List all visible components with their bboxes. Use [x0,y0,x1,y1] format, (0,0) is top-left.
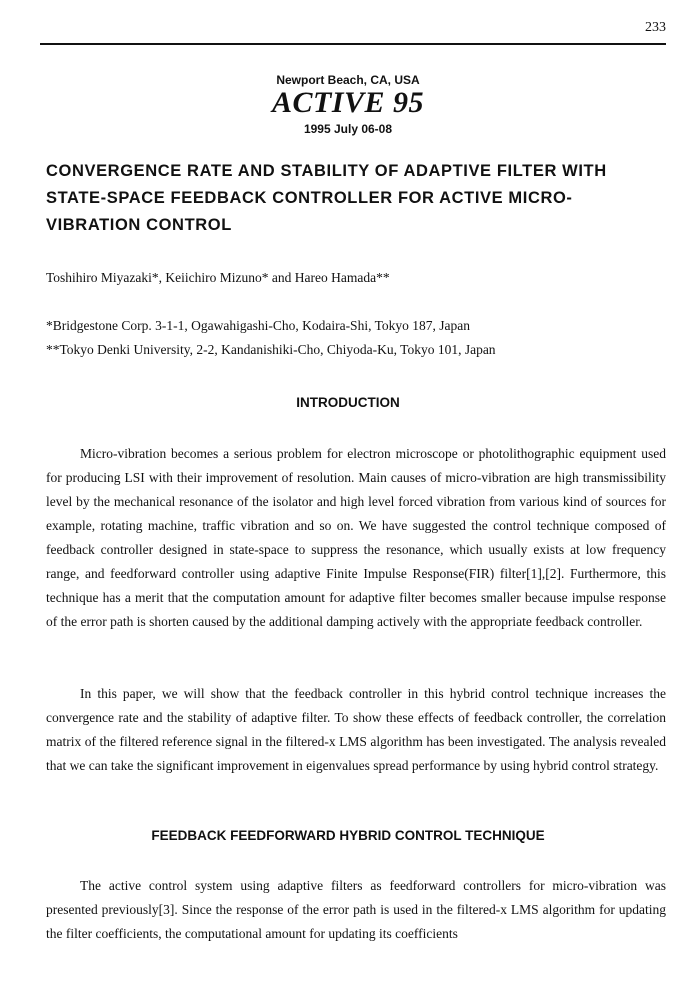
section-heading-hybrid-control: FEEDBACK FEEDFORWARD HYBRID CONTROL TECHNIQUE [151,828,545,843]
paper-title: CONVERGENCE RATE AND STABILITY OF ADAPTIVE FILTER WITH STATE-SPACE FEEDBACK CONTROLLER FOR ACTIVE MICRO-VIBRATION CONTROL [46,162,607,234]
page-number: 233 [645,20,666,35]
section-heading-introduction: INTRODUCTION [296,395,400,410]
introduction-paragraph-1: Micro-vibration becomes a serious problem for electron microscope or photolithographic equipment used for producing LSI with their improvement of resolution. Main causes of micro-vibration are high transmissibility level by the mechanical resonance of the isolator and high level forced vibration from various kind of sources for example, rotating machine, traffic vibration and so on. We have suggested the control technique composed of feedback controller designed in state-space to suppress the resonance, which usually exists at low frequency range, and feedforward controller using adaptive Finite Impulse Response(FIR) filter[1],[2]. Furthermore, this technique has a merit that the computation amount for adaptive filter becomes smaller because impulse response of the error path is shorten caused by the additional damping actively with the appropriate feedback controller. [46,446,666,629]
conference-dates: 1995 July 06-08 [303,122,393,136]
introduction-paragraph-2: In this paper, we will show that the feedback controller in this hybrid control technique increases the convergence rate and the stability of adaptive filter. To show these effects of feedback controller, the correlation matrix of the filtered reference signal in the filtered-x LMS algorithm has been investigated. The analysis revealed that we can take the significant improvement in eigenvalues spread performance by using hybrid control strategy. [46,686,666,773]
conference-name: ACTIVE 95 [271,86,425,119]
author-list: Toshihiro Miyazaki*, Keiichiro Mizuno* and Hareo Hamada** [46,270,390,285]
conference-location: Newport Beach, CA, USA [276,73,420,87]
affiliation-tokyo-denki: **Tokyo Denki University, 2-2, Kandanishiki-Cho, Chiyoda-Ku, Tokyo 101, Japan [46,342,496,357]
hybrid-control-paragraph-1: The active control system using adaptive filters as feedforward controllers for micro-vibration was presented previously[3]. Since the response of the error path is used in the filtered-x LMS algorithm for updating the filter coefficients, the computational amount for updating its coefficients [46,878,666,941]
affiliation-bridgestone: *Bridgestone Corp. 3-1-1, Ogawahigashi-Cho, Kodaira-Shi, Tokyo 187, Japan [46,318,470,333]
header-rule [40,43,666,45]
